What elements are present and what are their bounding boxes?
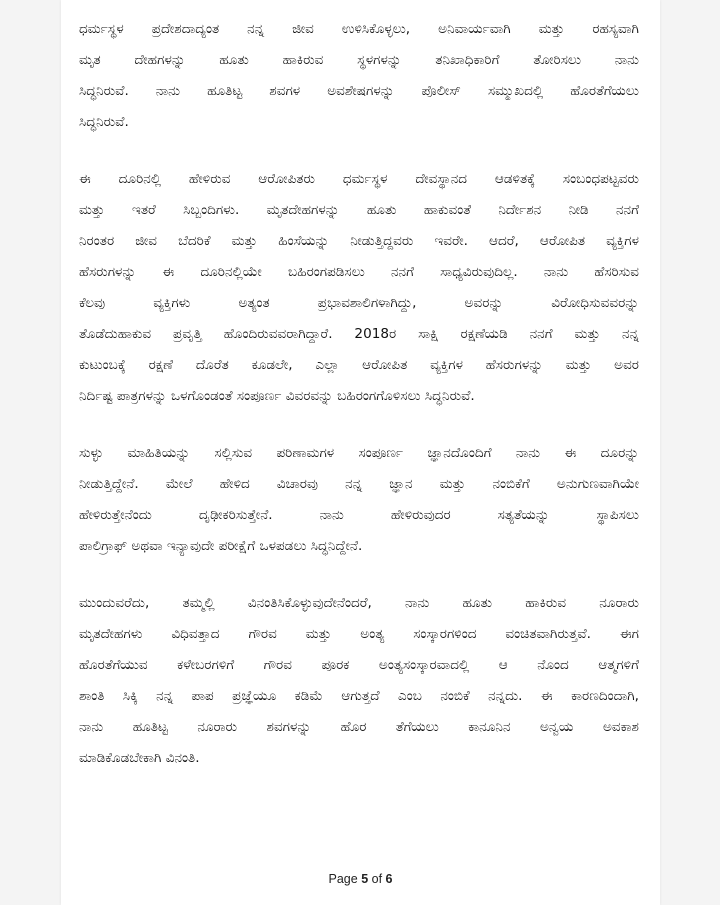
page-separator: of [371, 872, 383, 886]
paragraph-4 [79, 588, 639, 774]
text-line: ಮುಂದುವರೆದು, ತಮ್ಮಲ್ಲಿ ವಿನಂತಿಸಿಕೊಳ್ಳುವುದೇನೆಂದರೆ, ನಾನು ಹೂತು ಹಾಕಿರುವ ನೂರಾರು [79, 595, 639, 611]
text-line: ಶಾಂತಿ ಸಿಕ್ಕಿ ನನ್ನ ಪಾಪ ಪ್ರಜ್ಞೆಯೂ ಕಡಿಮೆ ಆಗುತ್ತದೆ ಎಂಬ ನಂಬಿಕೆ ನನ್ನದು. ಈ ಕಾರಣದಿಂದಾಗಿ, [79, 688, 639, 704]
text-line: ನೀಡುತ್ತಿದ್ದೇನೆ. ಮೇಲೆ ಹೇಳಿದ ವಿಚಾರವು ನನ್ನ ಜ್ಞಾನ ಮತ್ತು ನಂಬಿಕೆಗೆ ಅನುಗುಣವಾಗಿಯೇ [79, 476, 639, 492]
text-line: ನಿರಂತರ ಜೀವ ಬೆದರಿಕೆ ಮತ್ತು ಹಿಂಸೆಯನ್ನು ನೀಡುತ್ತಿದ್ದವರು ಇವರೇ. ಆದರೆ, ಆರೋಪಿತ ವ್ಯಕ್ತಿಗಳ [79, 233, 639, 249]
text-line: ಮತ್ತು ಇತರೆ ಸಿಬ್ಬಂದಿಗಳು. ಮೃತದೇಹಗಳನ್ನು ಹೂತು ಹಾಕುವಂತೆ ನಿರ್ದೇಶನ ನೀಡಿ ನನಗೆ [79, 202, 639, 218]
text-line: ನಾನು ಹೂತಿಟ್ಟ ನೂರಾರು ಶವಗಳನ್ನು ಹೊರ ತೆಗೆಯಲು ಕಾನೂನಿನ ಅನ್ವಯ ಅವಕಾಶ [79, 719, 639, 735]
text-line: ಪಾಲಿಗ್ರಾಫ್ ಅಥವಾ ಇನ್ಯಾವುದೇ ಪರೀಕ್ಷೆಗೆ ಒಳಪಡಲು ಸಿದ್ಧನಿದ್ದೇನೆ. [79, 538, 363, 554]
text-line: ಧರ್ಮಸ್ಥಳ ಪ್ರದೇಶದಾದ್ಯಂತ ನನ್ನ ಜೀವ ಉಳಿಸಿಕೊಳ್ಳಲು, ಅನಿವಾರ್ಯವಾಗಿ ಮತ್ತು ರಹಸ್ಯವಾಗಿ [79, 21, 639, 37]
text-line: ಸಿದ್ಧನಿರುವೆ. ನಾನು ಹೂತಿಟ್ಟ ಶವಗಳ ಅವಶೇಷಗಳನ್ನು ಪೊಲೀಸ್ ಸಮ್ಮುಖದಲ್ಲಿ ಹೊರತೆಗೆಯಲು [79, 83, 639, 99]
text-line: ನಿರ್ದಿಷ್ಟ ಪಾತ್ರಗಳನ್ನು ಒಳಗೊಂಡಂತೆ ಸಂಪೂರ್ಣ ವಿವರವನ್ನು ಬಹಿರಂಗಗೊಳಿಸಲು ಸಿದ್ಧನಿರುವೆ. [79, 388, 475, 404]
text-line: ತೊಡೆದುಹಾಕುವ ಪ್ರವೃತ್ತಿ ಹೊಂದಿರುವವರಾಗಿದ್ದಾರೆ. 2018ರ ಸಾಕ್ಷಿ ರಕ್ಷಣೆಯಡಿ ನನಗೆ ಮತ್ತು ನನ್ನ [79, 326, 639, 342]
text-line: ಹೊರತೆಗೆಯುವ ಕಳೇಬರಗಳಿಗೆ ಗೌರವ ಪೂರಕ ಅಂತ್ಯಸಂಸ್ಕಾರವಾದಲ್ಲಿ ಆ ನೊಂದ ಆತ್ಮಗಳಿಗೆ [79, 657, 639, 673]
document-page [61, 0, 660, 905]
text-line: ಮಾಡಿಕೊಡಬೇಕಾಗಿ ವಿನಂತಿ. [79, 750, 200, 766]
text-line: ಮೃತದೇಹಗಳು ವಿಧಿವತ್ತಾದ ಗೌರವ ಮತ್ತು ಅಂತ್ಯ ಸಂಸ್ಕಾರಗಳಿಂದ ವಂಚಿತವಾಗಿರುತ್ತವೆ. ಈಗ [79, 626, 639, 642]
paragraph-1 [79, 14, 639, 138]
document-body [79, 14, 639, 800]
text-line: ಈ ದೂರಿನಲ್ಲಿ ಹೇಳಿರುವ ಆರೋಪಿತರು ಧರ್ಮಸ್ಥಳ ದೇವಸ್ಥಾನದ ಆಡಳಿತಕ್ಕೆ ಸಂಬಂಧಪಟ್ಟವರು [79, 171, 639, 187]
text-line: ಮೃತ ದೇಹಗಳನ್ನು ಹೂತು ಹಾಕಿರುವ ಸ್ಥಳಗಳನ್ನು ತನಿಖಾಧಿಕಾರಿಗೆ ತೋರಿಸಲು ನಾನು [79, 52, 639, 68]
text-line: ಹೇಳಿರುತ್ತೇನೆಂದು ದೃಢೀಕರಿಸುತ್ತೇನೆ. ನಾನು ಹೇಳಿರುವುದರ ಸತ್ಯತೆಯನ್ನು ಸ್ಥಾಪಿಸಲು [79, 507, 639, 523]
text-line: ಹೆಸರುಗಳನ್ನು ಈ ದೂರಿನಲ್ಲಿಯೇ ಬಹಿರಂಗಪಡಿಸಲು ನನಗೆ ಸಾಧ್ಯವಿರುವುದಿಲ್ಲ. ನಾನು ಹೆಸರಿಸುವ [79, 264, 639, 280]
page-number-footer [61, 872, 660, 886]
total-pages-number: 6 [385, 872, 393, 886]
text-line: ಕುಟುಂಬಕ್ಕೆ ರಕ್ಷಣೆ ದೊರೆತ ಕೂಡಲೇ, ಎಲ್ಲಾ ಆರೋಪಿತ ವ್ಯಕ್ತಿಗಳ ಹೆಸರುಗಳನ್ನು ಮತ್ತು ಅವರ [79, 357, 639, 373]
current-page-number: 5 [361, 872, 369, 886]
paragraph-3 [79, 438, 639, 562]
text-line: ಕೆಲವು ವ್ಯಕ್ತಿಗಳು ಅತ್ಯಂತ ಪ್ರಭಾವಶಾಲಿಗಳಾಗಿದ್ದು, ಅವರನ್ನು ವಿರೋಧಿಸುವವರನ್ನು [79, 295, 639, 311]
text-line: ಸಿದ್ಧನಿರುವೆ. [79, 114, 129, 130]
text-line: ಸುಳ್ಳು ಮಾಹಿತಿಯನ್ನು ಸಲ್ಲಿಸುವ ಪರಿಣಾಮಗಳ ಸಂಪೂರ್ಣ ಜ್ಞಾನದೊಂದಿಗೆ ನಾನು ಈ ದೂರನ್ನು [79, 445, 639, 461]
page-label: Page [328, 872, 358, 886]
paragraph-2 [79, 164, 639, 412]
